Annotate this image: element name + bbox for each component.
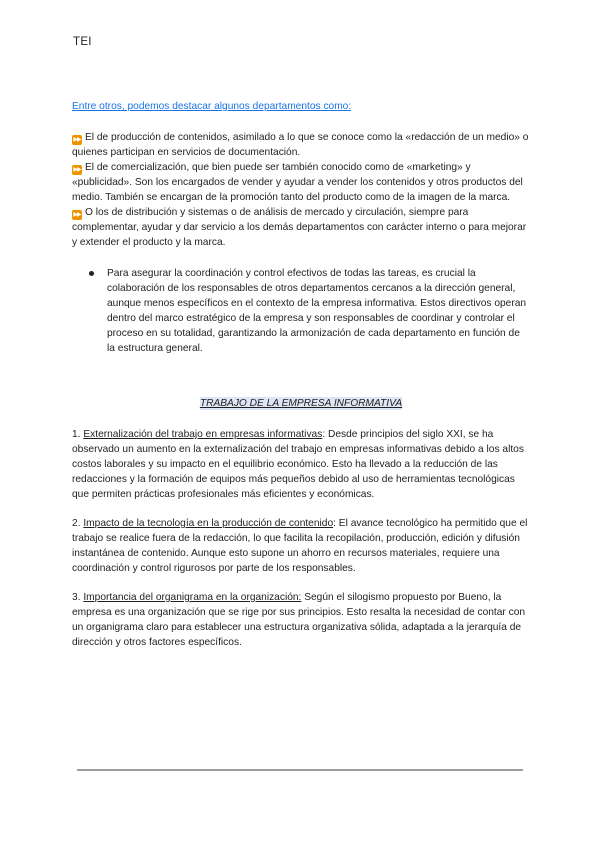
bullet-text: Para asegurar la coordinación y control efectivos de todas las tareas, es crucial la colaboración de los responsables de otros departamentos cercanos a la dirección general, aunque menos específicos en el contexto de la empresa informativa. Estos directivos operan dentro del marco estratégico de la empresa y son responsables de coordinar y controlar el proceso en su totalidad, garantizando la armonización de cada departamento en función de la estructura general. [107, 268, 527, 354]
point-title: Importancia del organigrama en la organización: [83, 592, 302, 603]
point-text: Desde principios del siglo XXI, se ha observado un aumento en la externalización del trabajo en empresas informativas debido a los altos costos laborales y su impacto en el equilibrio económico. Esto ha llevado a la reducción de las redacciones y la formación de equipos más pequeños debido al uso de herramientas tecnológicas que permiten prácticas profesionales más eficientes y económicas. [72, 429, 524, 500]
point-title: Impacto de la tecnología en la producción de contenido [83, 518, 334, 529]
document-body [72, 99, 530, 664]
point-number: 2. [72, 518, 81, 529]
point-title: Externalización del trabajo en empresas informativas [83, 429, 323, 440]
section-title-text: TRABAJO DE LA EMPRESA INFORMATIVA [199, 398, 403, 409]
department-text: El de producción de contenidos, asimilado a lo que se conoce como la «redacción de un medio» o quienes participan en servicios de documentación. [72, 132, 529, 158]
numbered-point [72, 427, 530, 502]
fast-forward-icon: ▶▶ [73, 212, 81, 218]
point-text: Según el silogismo propuesto por Bueno, la empresa es una organización que se rige por sus principios. Esto resalta la necesidad de contar con un organigrama claro para establecer una estructura organizativa sólida, adaptada a la jerarquía de dirección y otros factores específicos. [72, 592, 526, 648]
department-list [72, 130, 530, 250]
horizontal-divider [77, 769, 523, 771]
department-item [72, 160, 530, 205]
department-text: El de comercialización, que bien puede ser también conocido como de «marketing» y «publicidad». Son los encargados de vender y ayudar a vender los contenidos y otros productos del medio. También se encargan de la promoción tanto del producto como de la imagen de la marca. [72, 162, 523, 203]
department-item [72, 205, 530, 250]
intro-link[interactable]: Entre otros, podemos destacar algunos departamentos como: [72, 101, 352, 112]
numbered-point [72, 516, 530, 576]
section-title [72, 396, 530, 411]
point-text: El avance tecnológico ha permitido que el trabajo se realice fuera de la redacción, lo que facilita la recopilación, producción, edición y difusión instantánea de contenido. Aunque esto supone un ahorro en recursos materiales, requiere una coordinación y control rigurosos por parte de los responsables. [72, 518, 528, 574]
department-text: O los de distribución y sistemas o de análisis de mercado y circulación, siempre para complementar, ayudar y dar servicio a los demás departamentos con carácter interno o para mejorar y extender el producto y la marca. [72, 207, 527, 248]
point-number: 1. [72, 429, 81, 440]
document-header: TEI [73, 36, 92, 48]
bullet-dot-icon [89, 271, 94, 276]
point-separator: : [333, 518, 336, 529]
numbered-point [72, 590, 530, 650]
fast-forward-icon: ▶▶ [73, 167, 81, 173]
fast-forward-icon: ▶▶ [73, 137, 81, 143]
department-item [72, 130, 530, 160]
point-number: 3. [72, 592, 81, 603]
bullet-item [72, 266, 530, 356]
point-separator: : [322, 429, 326, 440]
